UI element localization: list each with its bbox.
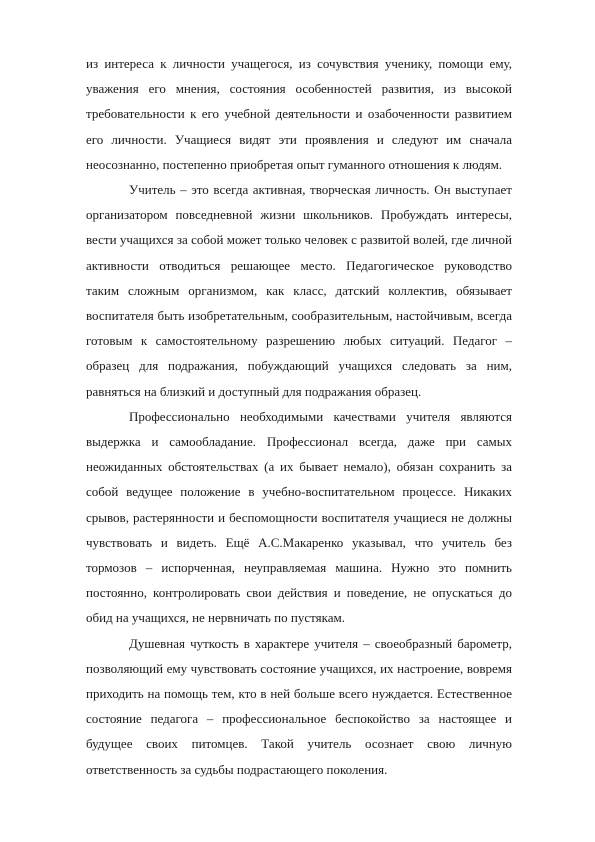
paragraph-teacher-personality: Учитель – это всегда активная, творческая личность. Он выступает организатором повседневной жизни школьников. Пробуждать интересы, вести учащихся за собой может только человек с развитой волей, где личной активности отводиться решающее место. Педагогическое руководство таким сложным организмом, как класс, датский коллектив, обязывает воспитателя быть изобретательным, сообразительным, настойчивым, всегда готовым к самостоятельному разрешению любых ситуаций. Педагог – образец для подражания, побуждающий учащихся следовать за ним, равняться на близкий и доступный для подражания образец. <box>86 182 512 399</box>
paragraph-continuation: из интереса к личности учащегося, из сочувствия ученику, помощи ему, уважения его мнения, состояния особенностей развития, из высокой требовательности к его учебной деятельности и озабоченности развитием его личности. Учащиеся видят эти проявления и следуют им сначала неосознанно, постепенно приобретая опыт гуманного отношения к людям. <box>86 56 512 172</box>
paragraph-emotional-sensitivity: Душевная чуткость в характере учителя – своеобразный барометр, позволяющий ему чувствовать состояние учащихся, их настроение, вовремя приходить на помощь тем, кто в ней больше всего нуждается. Естественное состояние педагога – профессиональное беспокойство за настоящее и будущее своих питомцев. Такой учитель осознает свою личную ответственность за судьбы подрастающего поколения. <box>86 635 512 777</box>
paragraph-professional-qualities: Профессионально необходимыми качествами учителя являются выдержка и самообладание. Профессионал всегда, даже при самых неожиданных обстоятельствах (а их бывает немало), обязан сохранить за собой ведущее положение в учебно-воспитательном процессе. Никаких срывов, растерянности и беспомощности воспитателя учащиеся не должны чувствовать и видеть. Ещё А.С.Макаренко указывал, что учитель без тормозов – испорченная, неуправляемая машина. Нужно это помнить постоянно, контролировать свои действия и поведение, не опускаться до обид на учащихся, не нервничать по пустякам. <box>86 408 512 626</box>
document-body <box>86 51 512 782</box>
